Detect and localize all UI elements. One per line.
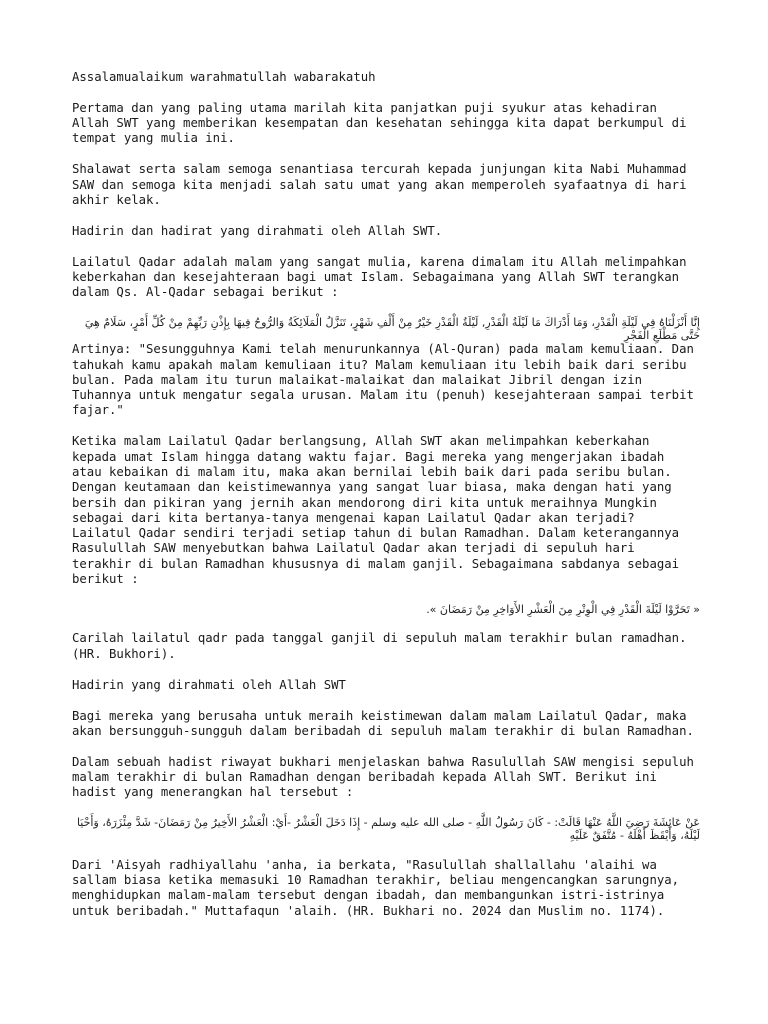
paragraph-striving: Bagi mereka yang berusaha untuk meraih keistimewan dalam malam Lailatul Qadar, maka akan bersungguh-sungguh dalam beribadah di sepuluh malam terakhir di bulan Ramadhan.: [72, 708, 694, 738]
paragraph-lailatul-qadar: Lailatul Qadar adalah malam yang sangat mulia, karena dimalam itu Allah melimpahkan keberkahan dan kesejahteraan bagi umat Islam. Sebagaimana yang Allah SWT terangkan dalam Qs. Al-Qadar sebagai berikut :: [72, 254, 687, 300]
paragraph-address-2: Hadirin yang dirahmati oleh Allah SWT: [72, 677, 346, 692]
arabic-hadith-aisyah: عَنْ عَائِشَةَ رَضِيَ اللَّهُ عَنْهَا قَالَتْ: - كَانَ رَسُولُ اللَّهِ - صلى الله عليه وسلم - إِذَا دَخَلَ الْعَشْرُ -أَيْ: الْعَشْرُ الأَخِيرُ مِنْ رَمَضَانَ- شَدَّ مِئْزَرَهُ، وَأَحْيَا لَيْلَهُ، وَأَيْقَظَ أَهْلَهُ - مُتَّفَقٌ عَلَيْهِ: [76, 816, 700, 843]
paragraph-aisyah-translation: Dari 'Aisyah radhiyallahu 'anha, ia berkata, "Rasulullah shallallahu 'alaihi wa sallam biasa ketika memasuki 10 Ramadhan terakhir, beliau mengencangkan sarungnya, menghidupkan malam-malam tersebut dengan ibadah, dan membangunkan istri-istrinya untuk beribadah." Muttafaqun 'alaih. (HR. Bukhari no. 2024 dan Muslim no. 1174).: [72, 857, 680, 918]
greeting: Assalamualaikum warahmatullah wabarakatuh: [72, 70, 376, 84]
paragraph-hadith-meaning: Carilah lailatul qadr pada tanggal ganjil di sepuluh malam terakhir bulan ramadhan. (HR. Bukhori).: [72, 631, 687, 661]
paragraph-opening: Pertama dan yang paling utama marilah kita panjatkan puji syukur atas kehadiran Allah SWT yang memberikan kesempatan dan kesehatan sehingga kita dapat berkumpul di tempat yang mulia ini.: [72, 100, 687, 146]
paragraph-shalawat: Shalawat serta salam semoga senantiasa tercurah kepada junjungan kita Nabi Muhammad SAW dan semoga kita menjadi salah satu umat yang akan memperoleh syafaatnya di hari akhir kelak.: [72, 162, 687, 207]
paragraph-address: Hadirin dan hadirat yang dirahmati oleh Allah SWT.: [72, 223, 443, 238]
arabic-surah-al-qadr: إِنَّا أَنْزَلْنَاهُ فِي لَيْلَةِ الْقَدْرِ، وَمَا أَدْرَاكَ مَا لَيْلَةُ الْقَدْرِ, لَيْلَةُ الْقَدْرِ خَيْرٌ مِنْ أَلْفِ شَهْرٍ، تَنَزَّلُ الْمَلَائِكَةُ وَالرُّوحُ فِيهَا بِإِذْنِ رَبِّهِمْ مِنْ كُلِّ أَمْرٍ، سَلَامٌ هِيَ حَتَّى مَطْلَعِ الْفَجْرِ: [84, 316, 700, 343]
paragraph-bukhari-intro: Dalam sebuah hadist riwayat bukhari menjelaskan bahwa Rasulullah SAW mengisi sepuluh malam terakhir di bulan Ramadhan dengan beribadah kepada Allah SWT. Berikut ini hadist yang menerangkan hal tersebut :: [72, 754, 694, 800]
translation-al-qadr: Artinya: "Sesungguhnya Kami telah menurunkannya (Al-Quran) pada malam kemuliaan. Dan tahukah kamu apakah malam kemuliaan itu? Malam kemuliaan itu lebih baik dari seribu bulan. Pada malam itu turun malaikat-malaikat dan malaikat Jibril dengan izin Tuhannya untuk mengatur segala urusan. Malam itu (penuh) kesejahteraan sampai terbit fajar.": [72, 342, 694, 418]
document-page: [72, 70, 700, 935]
arabic-hadith-search: « تَحَرَّوْا لَيْلَةَ الْقَدْرِ فِي الْوِتْرِ مِنَ الْعَشْرِ الأَوَاخِرِ مِنْ رَمَضَانَ ».: [426, 602, 700, 616]
paragraph-when-it-occurs: Ketika malam Lailatul Qadar berlangsung, Allah SWT akan melimpahkan keberkahan kepada umat Islam hingga datang waktu fajar. Bagi mereka yang mengerjakan ibadah atau kebaikan di malam itu, maka akan bernilai lebih baik dari pada seribu bulan. Dengan keutamaan dan keistimewannya yang sangat luar biasa, maka dengan hati yang bersih dan pikiran yang jernih akan mendorong diri kita untuk meraihnya Mungkin sebagai dari kita bertanya-tanya mengenai kapan Lailatul Qadar akan terjadi? Lailatul Qadar sendiri terjadi setiap tahun di bulan Ramadhan. Dalam keterangannya Rasulullah SAW menyebutkan bahwa Lailatul Qadar akan terjadi di sepuluh hari terakhir di bulan Ramadhan khususnya di malam ganjil. Sebagaimana sabdanya sebagai berikut :: [72, 434, 680, 586]
